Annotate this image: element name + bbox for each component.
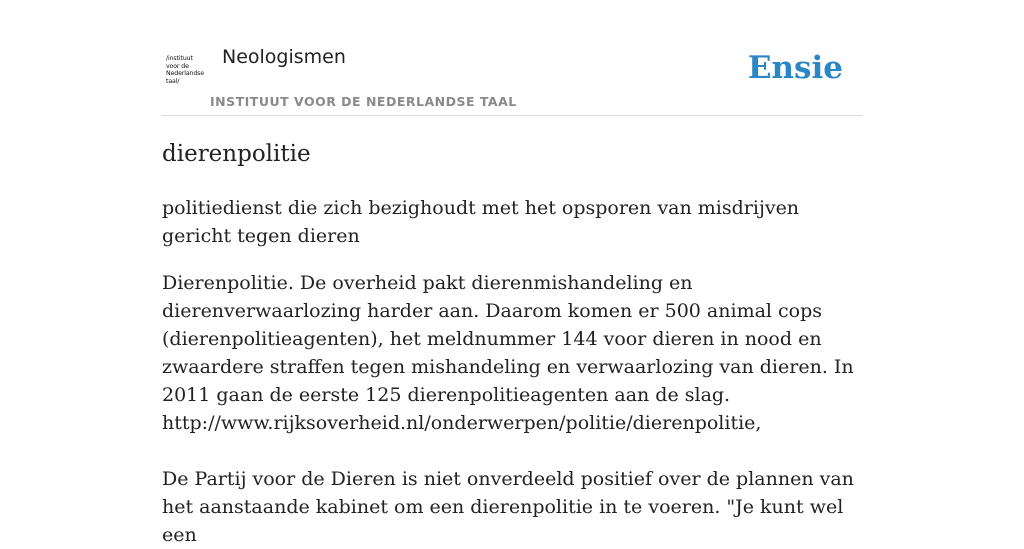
entry-example <box>162 269 862 549</box>
entry-definition: politiedienst die zich bezighoudt met het opsporen van misdrijven gericht tegen dieren <box>162 197 800 247</box>
example-paragraph: Dierenpolitie. De overheid pakt dierenmishandeling en dierenverwaarlozing harder aan. Daarom komen er 500 animal cops (dierenpolitieagenten), het meldnummer 144 voor dieren in nood en zwaardere straffen tegen mishandeling en verwaarlozing van dieren. In 2011 gaan de eerste 125 dierenpolitieagenten aan de slag. <box>162 272 854 406</box>
organization-name: INSTITUUT VOOR DE NEDERLANDSE TAAL <box>210 94 517 109</box>
logo-line: voor de <box>166 62 189 70</box>
entry-headword: dierenpolitie <box>162 141 311 167</box>
logo-line: taal/ <box>166 77 180 85</box>
entry-content <box>162 135 862 549</box>
ensie-brand-logo[interactable]: Ensie <box>747 50 843 86</box>
institute-logo[interactable] <box>166 55 208 91</box>
logo-line: /instituut <box>166 55 193 62</box>
logo-line: Nederlandse <box>166 70 205 78</box>
site-header <box>162 40 862 116</box>
paragraph-spacer <box>162 437 862 465</box>
source-url: http://www.rijksoverheid.nl/onderwerpen/politie/dierenpolitie, <box>162 412 762 434</box>
site-title-link[interactable]: Neologismen <box>222 46 346 68</box>
example-paragraph: De Partij voor de Dieren is niet onverdeeld positief over de plannen van het aanstaande kabinet om een dierenpolitie in te voeren. "Je kunt wel een <box>162 468 854 546</box>
